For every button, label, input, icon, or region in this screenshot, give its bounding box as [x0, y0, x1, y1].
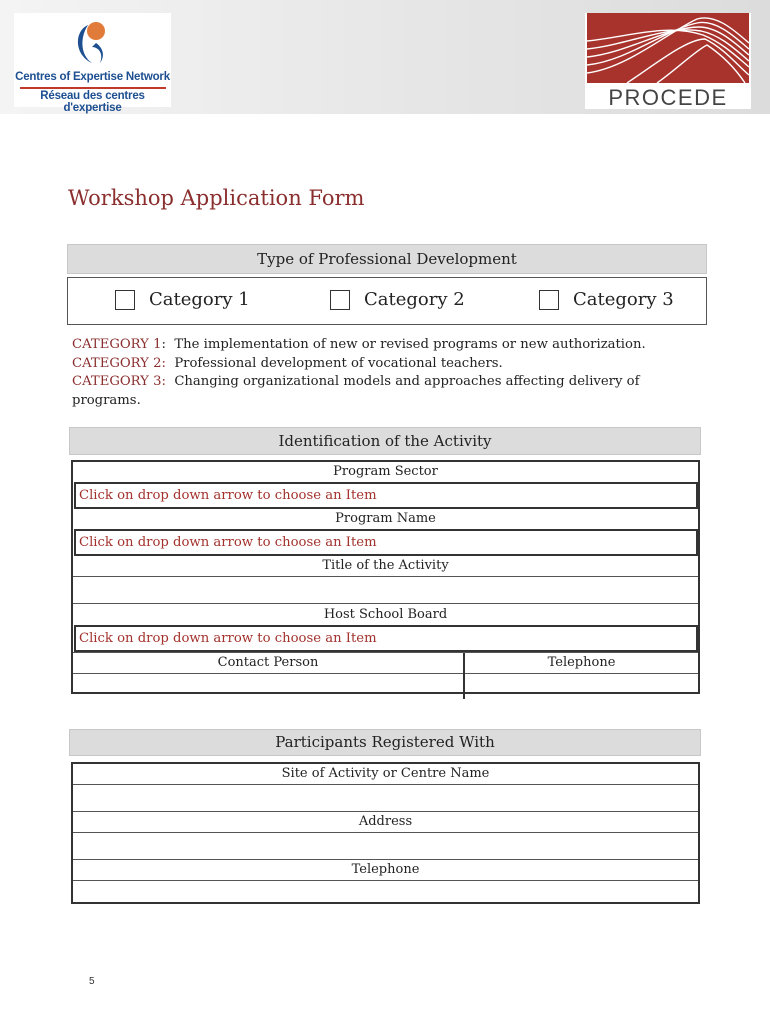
category-2-checkbox[interactable] [330, 290, 350, 310]
contact-row [73, 652, 698, 699]
definition-separator: : [161, 337, 166, 352]
telephone-column [465, 653, 698, 699]
identification-table [71, 460, 700, 694]
category-3-checkbox[interactable] [539, 290, 559, 310]
procede-name: PROCEDE [608, 85, 728, 110]
category-1-checkbox[interactable] [115, 290, 135, 310]
activity-title-field[interactable] [73, 576, 698, 604]
category-definitions [72, 336, 712, 410]
definition-text: The implementation of new or revised programs or new authorization. [174, 337, 646, 352]
host-school-board-label: Host School Board [323, 607, 448, 622]
participants-telephone-field[interactable] [73, 880, 698, 907]
contact-person-field[interactable] [73, 673, 463, 699]
host-school-board-dropdown[interactable]: Click on drop down arrow to choose an Item [74, 625, 698, 652]
definition-key: CATEGORY 1 [72, 337, 162, 352]
address-field[interactable] [73, 832, 698, 860]
page-number: 5 [89, 976, 95, 987]
contact-person-label: Contact Person [217, 655, 319, 670]
category-2-label: Category 2 [364, 289, 465, 310]
definition-key: CATEGORY 2: [72, 355, 166, 371]
category-2-option[interactable] [330, 289, 465, 310]
category-selection-box [67, 277, 707, 325]
category-1-label: Category 1 [149, 289, 250, 310]
logo-divider [20, 87, 166, 89]
definition-text: Professional development of vocational teachers. [174, 355, 503, 371]
telephone-field[interactable] [465, 673, 698, 699]
program-name-dropdown[interactable]: Click on drop down arrow to choose an Item [74, 529, 698, 556]
site-field[interactable] [73, 784, 698, 812]
swirl-logo-icon [66, 17, 118, 69]
participants-telephone-label: Telephone [351, 862, 420, 877]
contact-column [73, 653, 465, 699]
program-sector-dropdown[interactable]: Click on drop down arrow to choose an Item [74, 482, 698, 509]
definition-category-1 [72, 336, 712, 355]
participants-table [71, 762, 700, 904]
address-label: Address [358, 814, 413, 829]
type-section-heading: Type of Professional Development [67, 244, 707, 274]
logo-left-line2: Réseau des centres d'expertise [40, 90, 145, 114]
form-title: Workshop Application Form [68, 186, 365, 210]
activity-title-label: Title of the Activity [322, 558, 449, 573]
procede-logo [585, 13, 751, 109]
logo-left-line1: Centres of Expertise Network [15, 71, 170, 83]
category-3-label: Category 3 [573, 289, 674, 310]
telephone-label: Telephone [547, 655, 616, 670]
category-3-option[interactable] [539, 289, 674, 310]
category-1-option[interactable] [115, 289, 250, 310]
definition-key: CATEGORY 3: [72, 374, 166, 389]
identification-section-heading: Identification of the Activity [69, 427, 701, 455]
definition-category-2 [72, 355, 712, 374]
participants-section-heading: Participants Registered With [69, 729, 701, 756]
program-name-label: Program Name [335, 511, 436, 526]
centres-of-expertise-logo [14, 13, 171, 114]
program-sector-label: Program Sector [333, 464, 438, 479]
procede-wave-icon [587, 13, 749, 83]
definition-category-3 [72, 373, 712, 410]
definition-text: Changing organizational models and approaches affecting delivery of programs. [72, 374, 640, 408]
site-label: Site of Activity or Centre Name [281, 766, 490, 781]
